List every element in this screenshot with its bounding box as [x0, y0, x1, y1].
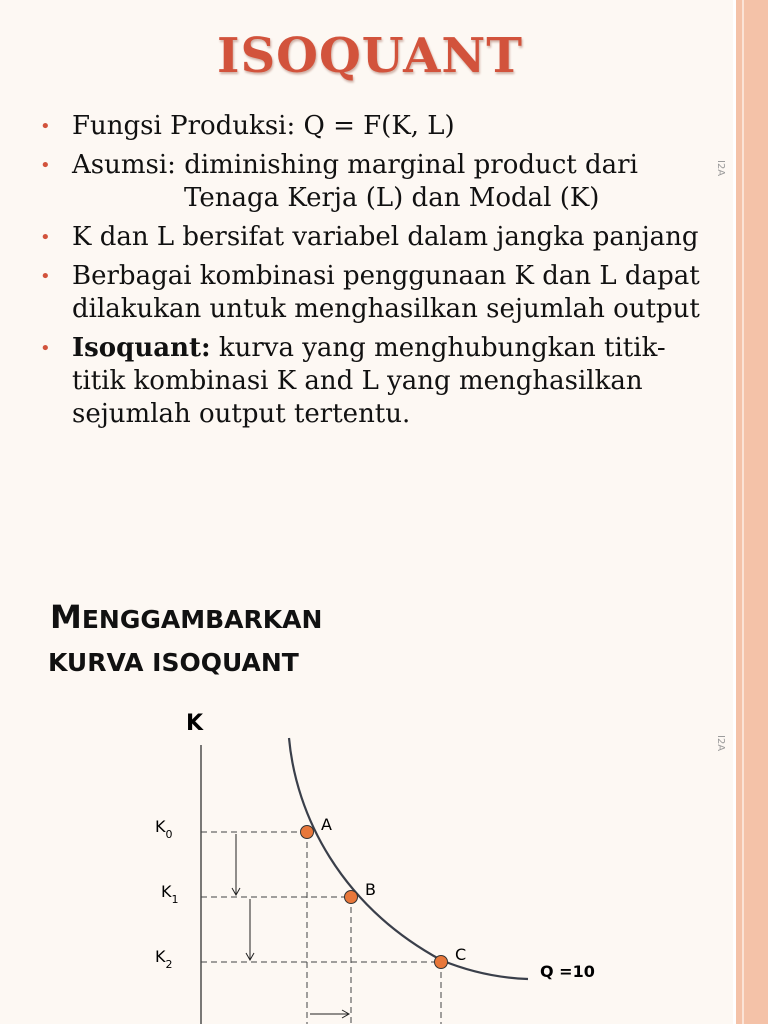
- data-point-b: [345, 891, 358, 904]
- isoquant-curve: [289, 738, 528, 979]
- bullet-dot-icon: •: [40, 338, 51, 359]
- point-label-c: C: [455, 945, 467, 964]
- bullet-dot-icon: •: [40, 227, 51, 248]
- data-point-c: [435, 956, 448, 969]
- bullet-text: Berbagai kombinasi penggunaan K dan L dapat dilakukan untuk menghasilkan sejumlah output: [72, 261, 700, 324]
- slide-side-label: I2A: [715, 160, 726, 177]
- point-label-b: B: [365, 880, 376, 899]
- section-title-rest: ENGGAMBARKAN: [81, 605, 323, 634]
- bullet-dot-icon: •: [40, 266, 51, 287]
- bullet-text: K dan L bersifat variabel dalam jangka panjang: [72, 222, 699, 252]
- bullet-dot-icon: •: [40, 116, 51, 137]
- bullet-dot-icon: •: [40, 155, 51, 176]
- point-label-a: A: [321, 815, 332, 834]
- y-tick-label: $K_2$: [155, 947, 173, 971]
- curve-label: Q =10: [540, 962, 595, 981]
- slide-title: ISOQUANT: [217, 28, 523, 84]
- section-subtitle: KURVA ISOQUANT: [48, 648, 299, 677]
- bullet-text-continuation: Tenaga Kerja (L) dan Modal (K): [184, 183, 600, 213]
- bullet-bold-term: Isoquant:: [72, 333, 211, 363]
- y-tick-label: $K_0$: [155, 817, 173, 841]
- bullet-text: Asumsi: diminishing marginal product dari: [72, 150, 638, 180]
- data-point-a: [301, 826, 314, 839]
- section-title-initial: M: [50, 598, 82, 636]
- slide-side-label: I2A: [715, 735, 726, 752]
- y-axis-label: K: [186, 711, 204, 736]
- y-tick-label: $K_1$: [161, 882, 179, 906]
- bullet-text: Fungsi Produksi: Q = F(K, L): [72, 111, 455, 141]
- bullet-text: kurva yang menghubungkan titik-titik kombinasi K and L yang menghasilkan sejumlah output tertentu.: [72, 333, 666, 429]
